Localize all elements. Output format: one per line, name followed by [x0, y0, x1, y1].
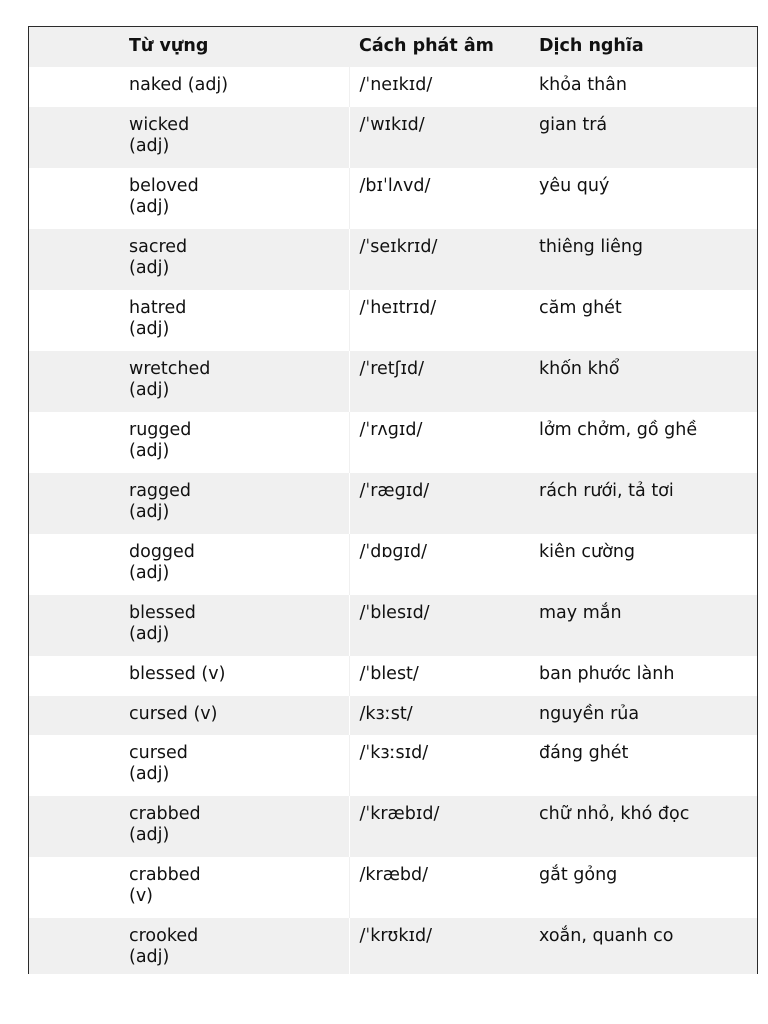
table-row	[29, 735, 758, 796]
word-pos: (adj)	[129, 624, 170, 644]
word-cell	[129, 67, 349, 107]
word-cell	[129, 473, 349, 534]
word-text: cursed (v)	[129, 704, 218, 724]
word-pos: (adj)	[129, 502, 170, 522]
table-row	[29, 107, 758, 168]
word-text: blessed	[129, 603, 196, 623]
table-row	[29, 473, 758, 534]
row-spacer	[29, 229, 129, 290]
table-row	[29, 67, 758, 107]
pronunciation-cell: /ˈblest/	[349, 656, 539, 696]
meaning-cell: yêu quý	[539, 168, 758, 229]
meaning-cell: gian trá	[539, 107, 758, 168]
word-text: wicked	[129, 115, 190, 135]
table-row	[29, 656, 758, 696]
meaning-cell: kiên cường	[539, 534, 758, 595]
table-row	[29, 534, 758, 595]
table-header-row	[29, 27, 758, 67]
table-row	[29, 412, 758, 473]
pronunciation-cell: /ˈkræbɪd/	[349, 796, 539, 857]
meaning-cell: lởm chởm, gồ ghề	[539, 412, 758, 473]
row-spacer	[29, 595, 129, 656]
table-row	[29, 918, 758, 974]
meaning-cell: căm ghét	[539, 290, 758, 351]
table-row	[29, 229, 758, 290]
word-text: crooked	[129, 926, 199, 946]
pronunciation-cell: /ˈkɜːsɪd/	[349, 735, 539, 796]
word-pos: (adj)	[129, 197, 170, 217]
pronunciation-cell: /ˈseɪkrɪd/	[349, 229, 539, 290]
meaning-cell: gắt gỏng	[539, 857, 758, 918]
pronunciation-cell: /kræbd/	[349, 857, 539, 918]
row-spacer	[29, 168, 129, 229]
pronunciation-cell: /ˈheɪtrɪd/	[349, 290, 539, 351]
word-text: cursed	[129, 743, 188, 763]
word-text: crabbed	[129, 804, 201, 824]
pronunciation-cell: /ˈwɪkɪd/	[349, 107, 539, 168]
word-cell	[129, 107, 349, 168]
table-row	[29, 857, 758, 918]
meaning-cell: may mắn	[539, 595, 758, 656]
word-pos: (v)	[129, 886, 154, 906]
pronunciation-cell: /ˈneɪkɪd/	[349, 67, 539, 107]
table-row	[29, 351, 758, 412]
word-text: sacred	[129, 237, 188, 257]
row-spacer	[29, 290, 129, 351]
table-row	[29, 168, 758, 229]
word-pos: (adj)	[129, 441, 170, 461]
header-pronunciation: Cách phát âm	[349, 27, 539, 67]
meaning-cell: khỏa thân	[539, 67, 758, 107]
table-row	[29, 290, 758, 351]
table-row	[29, 595, 758, 656]
row-spacer	[29, 534, 129, 595]
word-pos: (adj)	[129, 825, 170, 845]
word-text: rugged	[129, 420, 192, 440]
row-spacer	[29, 351, 129, 412]
header-meaning: Dịch nghĩa	[539, 27, 758, 67]
meaning-cell: thiêng liêng	[539, 229, 758, 290]
meaning-cell: ban phước lành	[539, 656, 758, 696]
word-cell	[129, 534, 349, 595]
pronunciation-cell: /kɜːst/	[349, 696, 539, 735]
word-text: crabbed	[129, 865, 201, 885]
word-text: dogged	[129, 542, 195, 562]
pronunciation-cell: /ˈdɒɡɪd/	[349, 534, 539, 595]
table-row	[29, 696, 758, 735]
word-cell	[129, 229, 349, 290]
word-cell	[129, 595, 349, 656]
row-spacer	[29, 735, 129, 796]
word-pos: (adj)	[129, 258, 170, 278]
word-text: ragged	[129, 481, 192, 501]
word-text: beloved	[129, 176, 199, 196]
word-cell	[129, 857, 349, 918]
word-cell	[129, 290, 349, 351]
word-cell	[129, 735, 349, 796]
meaning-cell: chữ nhỏ, khó đọc	[539, 796, 758, 857]
meaning-cell: đáng ghét	[539, 735, 758, 796]
meaning-cell: xoắn, quanh co	[539, 918, 758, 974]
word-text: wretched	[129, 359, 211, 379]
row-spacer	[29, 107, 129, 168]
row-spacer	[29, 696, 129, 735]
meaning-cell: nguyền rủa	[539, 696, 758, 735]
word-pos: (adj)	[129, 380, 170, 400]
word-pos: (adj)	[129, 764, 170, 784]
table-row	[29, 796, 758, 857]
vocabulary-sheet	[28, 26, 758, 974]
row-spacer	[29, 796, 129, 857]
word-cell	[129, 168, 349, 229]
word-pos: (adj)	[129, 947, 170, 967]
row-spacer	[29, 67, 129, 107]
vocabulary-table	[29, 27, 758, 974]
word-cell	[129, 351, 349, 412]
word-cell	[129, 918, 349, 974]
word-cell	[129, 796, 349, 857]
pronunciation-cell: /ˈblesɪd/	[349, 595, 539, 656]
row-spacer	[29, 857, 129, 918]
word-cell	[129, 412, 349, 473]
word-text: naked (adj)	[129, 75, 229, 95]
pronunciation-cell: /ˈrʌɡɪd/	[349, 412, 539, 473]
word-pos: (adj)	[129, 319, 170, 339]
header-spacer	[29, 27, 129, 67]
header-word: Từ vựng	[129, 27, 349, 67]
pronunciation-cell: /bɪˈlʌvd/	[349, 168, 539, 229]
word-cell	[129, 696, 349, 735]
pronunciation-cell: /ˈretʃɪd/	[349, 351, 539, 412]
row-spacer	[29, 473, 129, 534]
pronunciation-cell: /ˈkrʊkɪd/	[349, 918, 539, 974]
word-text: blessed (v)	[129, 664, 226, 684]
meaning-cell: rách rưới, tả tơi	[539, 473, 758, 534]
pronunciation-cell: /ˈræɡɪd/	[349, 473, 539, 534]
meaning-cell: khốn khổ	[539, 351, 758, 412]
word-cell	[129, 656, 349, 696]
word-pos: (adj)	[129, 136, 170, 156]
word-text: hatred	[129, 298, 187, 318]
row-spacer	[29, 918, 129, 974]
row-spacer	[29, 412, 129, 473]
row-spacer	[29, 656, 129, 696]
word-pos: (adj)	[129, 563, 170, 583]
